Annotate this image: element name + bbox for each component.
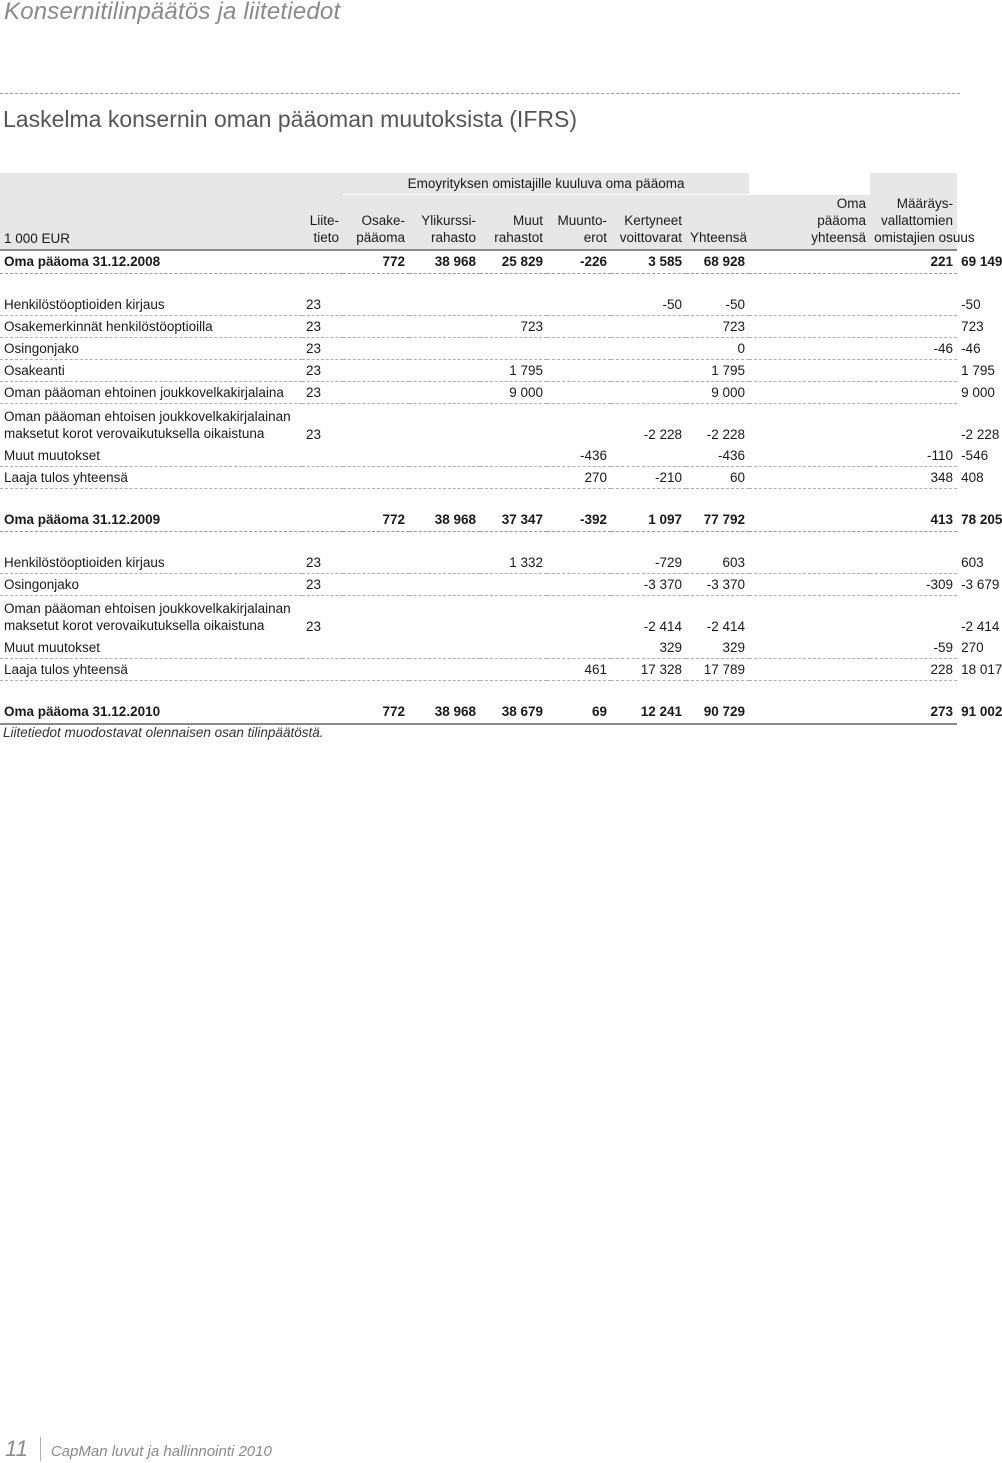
- cell-premium: [409, 294, 480, 316]
- table-row: Laaja tulos yhteensä 461 17 328 17 789 228 18 017: [0, 658, 957, 680]
- cell-translation: [547, 294, 611, 316]
- table-row: Oman pääoman ehtoisen joukkovelkakirjalainan maksetut korot verovaikutuksella oikaistuna 23 -2 414 -2 414 -2 414: [0, 595, 957, 637]
- cell-translation: [547, 381, 611, 403]
- publication-name: CapMan luvut ja hallinnointi 2010: [50, 1443, 272, 1460]
- cell-retained: [611, 315, 686, 337]
- cell-total: -2 228: [706, 426, 746, 442]
- cell-note: [302, 445, 343, 467]
- row-label: Laaja tulos yhteensä: [0, 658, 302, 680]
- cell-total: 90 729: [686, 701, 749, 724]
- table-row: Oman pääoman ehtoinen joukkovelkakirjalaina 23 9 000 9 000 9 000: [0, 381, 957, 403]
- cell-minority: 228: [870, 658, 957, 680]
- table-row: Laaja tulos yhteensä 270 -210 60 348 408: [0, 466, 957, 488]
- cell-note: [302, 509, 343, 532]
- row-label: Oman pääoman ehtoisen joukkovelkakirjalainan maksetut korot verovaikutuksella oikaistuna: [4, 600, 291, 633]
- cell-minority: [870, 381, 957, 403]
- cell-share-capital: 772: [343, 509, 409, 532]
- section-title: Konsernitilinpäätös ja liitetiedot: [4, 0, 341, 25]
- spacer-row: [0, 488, 957, 509]
- cell-translation: [547, 595, 611, 637]
- column-gap: [749, 315, 870, 337]
- column-gap: [749, 337, 870, 359]
- total-row: Oma pääoma 31.12.2008 772 38 968 25 829 -226 3 585 68 928 221 69 149: [0, 250, 957, 274]
- total-row: Oma pääoma 31.12.2009 772 38 968 37 347 -392 1 097 77 792 413 78 205: [0, 509, 957, 532]
- cell-other-reserves: [480, 658, 547, 680]
- spacer-row: [0, 531, 957, 552]
- cell-minority: 221: [870, 250, 957, 274]
- cell-note: 23: [302, 337, 343, 359]
- table-row: Muut muutokset -436 -436 -110 -546: [0, 445, 957, 467]
- row-label: Henkilöstöoptioiden kirjaus: [0, 552, 302, 574]
- column-gap: [749, 381, 870, 403]
- cell-translation: [547, 403, 611, 445]
- cell-minority: 273: [870, 701, 957, 724]
- cell-retained: [611, 337, 686, 359]
- col-header-total: Yhteensä: [686, 195, 749, 250]
- cell-note: 23: [302, 381, 343, 403]
- cell-total: 17 789: [686, 658, 749, 680]
- cell-share-capital: [343, 595, 409, 637]
- table-row: Henkilöstöoptioiden kirjaus 23 -50 -50 -50: [0, 294, 957, 316]
- cell-share-capital: [343, 466, 409, 488]
- cell-share-capital: [343, 445, 409, 467]
- cell-minority: -309: [870, 573, 957, 595]
- cell-retained: [611, 359, 686, 381]
- row-label: Muut muutokset: [0, 445, 302, 467]
- cell-minority: [870, 315, 957, 337]
- cell-translation: [547, 573, 611, 595]
- cell-note: 23: [302, 315, 343, 337]
- col-header-note: Liite- tieto: [302, 173, 343, 250]
- cell-total: 603: [686, 552, 749, 574]
- cell-note: 23: [306, 426, 322, 442]
- cell-premium: [409, 445, 480, 467]
- col-header-other-reserves: Muut rahastot: [480, 195, 547, 250]
- cell-retained: 12 241: [611, 701, 686, 724]
- cell-translation: -392: [547, 509, 611, 532]
- cell-premium: 38 968: [409, 250, 480, 274]
- group-header: Emoyrityksen omistajille kuuluva oma pääoma: [343, 173, 749, 195]
- cell-retained: 329: [611, 637, 686, 659]
- cell-note: [302, 466, 343, 488]
- table-row: Osakemerkinnät henkilöstöoptioilla 23 723 723 723: [0, 315, 957, 337]
- row-label: Oma pääoma 31.12.2010: [0, 701, 302, 724]
- column-gap: [749, 445, 870, 467]
- column-gap: [749, 701, 870, 724]
- row-label: Oman pääoman ehtoisen joukkovelkakirjalainan maksetut korot verovaikutuksella oikaistuna: [4, 408, 291, 441]
- cell-premium: [409, 337, 480, 359]
- cell-total: 1 795: [686, 359, 749, 381]
- cell-note: 23: [302, 552, 343, 574]
- column-gap: [749, 466, 870, 488]
- table-row: Osingonjako 23 -3 370 -3 370 -309 -3 679: [0, 573, 957, 595]
- cell-other-reserves: 1 332: [480, 552, 547, 574]
- cell-retained: [611, 445, 686, 467]
- footnote: Liitetiedot muodostavat olennaisen osan tilinpäätöstä.: [3, 725, 324, 740]
- cell-total: 77 792: [686, 509, 749, 532]
- cell-minority: [870, 294, 957, 316]
- cell-note: 23: [306, 618, 322, 634]
- table-row: Osingonjako 23 0 -46 -46: [0, 337, 957, 359]
- spacer-row: [0, 273, 957, 294]
- cell-translation: 270: [547, 466, 611, 488]
- col-header-premium: Ylikurssi- rahasto: [409, 195, 480, 250]
- column-gap: [749, 403, 870, 445]
- col-header-minority: Määräys- vallattomien omistajien osuus: [870, 173, 957, 250]
- cell-retained: -210: [611, 466, 686, 488]
- total-row: Oma pääoma 31.12.2010 772 38 968 38 679 69 12 241 90 729 273 91 002: [0, 701, 957, 724]
- cell-retained: -3 370: [611, 573, 686, 595]
- cell-translation: -226: [547, 250, 611, 274]
- cell-share-capital: [343, 403, 409, 445]
- cell-total: 60: [686, 466, 749, 488]
- cell-translation: [547, 552, 611, 574]
- footer-separator: [40, 1437, 41, 1461]
- cell-other-reserves: [480, 595, 547, 637]
- table-row: Henkilöstöoptioiden kirjaus 23 1 332 -729 603 603: [0, 552, 957, 574]
- cell-total: 9 000: [686, 381, 749, 403]
- cell-total: 329: [686, 637, 749, 659]
- cell-other-reserves: 723: [480, 315, 547, 337]
- cell-share-capital: [343, 637, 409, 659]
- cell-translation: 69: [547, 701, 611, 724]
- cell-minority: 348: [870, 466, 957, 488]
- column-gap: [749, 637, 870, 659]
- equity-statement-table-wrap: [0, 173, 1002, 725]
- equity-statement-table: [0, 173, 1002, 725]
- cell-other-reserves: [480, 337, 547, 359]
- cell-retained: -2 228: [643, 426, 682, 442]
- table-body: [0, 250, 1002, 724]
- cell-share-capital: [343, 658, 409, 680]
- cell-premium: [409, 595, 480, 637]
- cell-note: [302, 250, 343, 274]
- column-gap: [749, 359, 870, 381]
- cell-share-capital: 772: [343, 250, 409, 274]
- cell-premium: 38 968: [409, 509, 480, 532]
- row-label: Henkilöstöoptioiden kirjaus: [0, 294, 302, 316]
- cell-retained: -50: [611, 294, 686, 316]
- cell-premium: 38 968: [409, 701, 480, 724]
- cell-note: 23: [302, 294, 343, 316]
- column-gap: [749, 250, 870, 274]
- cell-share-capital: [343, 573, 409, 595]
- cell-other-reserves: [480, 445, 547, 467]
- cell-share-capital: 772: [343, 701, 409, 724]
- cell-share-capital: [343, 381, 409, 403]
- table-row: Oman pääoman ehtoisen joukkovelkakirjalainan maksetut korot verovaikutuksella oikaistuna 23 -2 228 -2 228 -2 228: [0, 403, 957, 445]
- cell-total: -50: [686, 294, 749, 316]
- cell-premium: [409, 359, 480, 381]
- table-row: Osakeanti 23 1 795 1 795 1 795: [0, 359, 957, 381]
- cell-translation: -436: [547, 445, 611, 467]
- spacer-row: [0, 680, 957, 701]
- cell-total: -2 414: [706, 618, 746, 634]
- row-label: Osingonjako: [0, 573, 302, 595]
- cell-premium: [409, 466, 480, 488]
- column-gap: [749, 658, 870, 680]
- table-row: Muut muutokset 329 329 -59 270: [0, 637, 957, 659]
- col-header-retained: Kertyneet voittovarat: [611, 195, 686, 250]
- cell-total: 0: [686, 337, 749, 359]
- cell-translation: [547, 337, 611, 359]
- column-gap: [749, 573, 870, 595]
- cell-other-reserves: 25 829: [480, 250, 547, 274]
- cell-minority: [870, 595, 957, 637]
- cell-retained: 3 585: [611, 250, 686, 274]
- page-footer: [5, 1436, 272, 1462]
- page-number: 11: [5, 1436, 28, 1461]
- cell-note: [302, 637, 343, 659]
- cell-share-capital: [343, 552, 409, 574]
- cell-other-reserves: [480, 637, 547, 659]
- col-header-translation: Muunto- erot: [547, 195, 611, 250]
- cell-share-capital: [343, 315, 409, 337]
- cell-other-reserves: [480, 294, 547, 316]
- cell-premium: [409, 658, 480, 680]
- row-label: Osingonjako: [0, 337, 302, 359]
- cell-retained: -2 414: [643, 618, 682, 634]
- cell-premium: [409, 552, 480, 574]
- cell-translation: [547, 359, 611, 381]
- cell-premium: [409, 315, 480, 337]
- row-label: Oma pääoma 31.12.2009: [0, 509, 302, 532]
- cell-translation: [547, 315, 611, 337]
- cell-share-capital: [343, 294, 409, 316]
- cell-other-reserves: 37 347: [480, 509, 547, 532]
- table-header: [0, 173, 975, 250]
- row-label: Oman pääoman ehtoinen joukkovelkakirjalaina: [0, 381, 302, 403]
- cell-minority: [870, 403, 957, 445]
- cell-minority: 413: [870, 509, 957, 532]
- divider: [0, 93, 960, 94]
- page-heading: Laskelma konsernin oman pääoman muutoksista (IFRS): [3, 106, 577, 132]
- row-label: Osakemerkinnät henkilöstöoptioilla: [0, 315, 302, 337]
- cell-share-capital: [343, 359, 409, 381]
- unit-header: 1 000 EUR: [0, 173, 302, 250]
- cell-other-reserves: 9 000: [480, 381, 547, 403]
- column-gap: [749, 595, 870, 637]
- row-label: Oma pääoma 31.12.2008: [0, 250, 302, 274]
- cell-translation: 461: [547, 658, 611, 680]
- cell-retained: [611, 381, 686, 403]
- cell-other-reserves: 38 679: [480, 701, 547, 724]
- cell-total: 723: [686, 315, 749, 337]
- cell-minority: -110: [870, 445, 957, 467]
- cell-other-reserves: [480, 403, 547, 445]
- row-label: Muut muutokset: [0, 637, 302, 659]
- cell-premium: [409, 573, 480, 595]
- cell-total: -3 370: [686, 573, 749, 595]
- column-gap: [749, 294, 870, 316]
- cell-retained: 1 097: [611, 509, 686, 532]
- cell-retained: -729: [611, 552, 686, 574]
- cell-other-reserves: [480, 466, 547, 488]
- cell-note: 23: [302, 573, 343, 595]
- column-gap: [749, 552, 870, 574]
- cell-note: [302, 701, 343, 724]
- column-gap: [749, 509, 870, 532]
- cell-retained: 17 328: [611, 658, 686, 680]
- cell-share-capital: [343, 337, 409, 359]
- cell-translation: [547, 637, 611, 659]
- cell-premium: [409, 381, 480, 403]
- cell-premium: [409, 637, 480, 659]
- col-header-share-capital: Osake- pääoma: [343, 195, 409, 250]
- cell-note: 23: [302, 359, 343, 381]
- cell-minority: [870, 552, 957, 574]
- row-label: Osakeanti: [0, 359, 302, 381]
- row-label: Laaja tulos yhteensä: [0, 466, 302, 488]
- cell-premium: [409, 403, 480, 445]
- cell-total: -436: [686, 445, 749, 467]
- cell-total: 68 928: [686, 250, 749, 274]
- cell-note: [302, 658, 343, 680]
- cell-minority: -59: [870, 637, 957, 659]
- cell-minority: -46: [870, 337, 957, 359]
- cell-other-reserves: 1 795: [480, 359, 547, 381]
- cell-minority: [870, 359, 957, 381]
- col-header-equity-total: Oma pääoma yhteensä: [749, 195, 870, 250]
- cell-other-reserves: [480, 573, 547, 595]
